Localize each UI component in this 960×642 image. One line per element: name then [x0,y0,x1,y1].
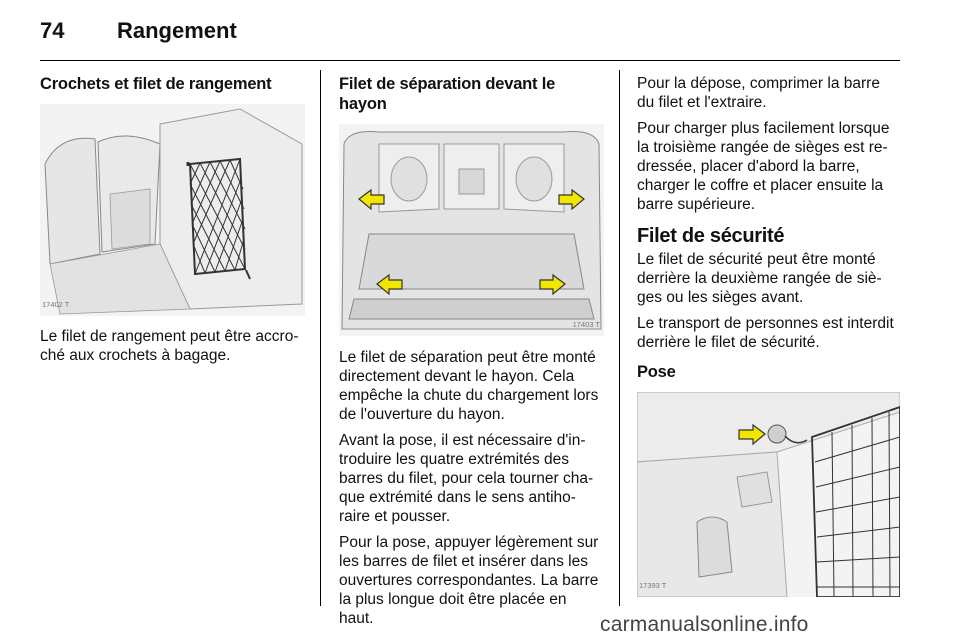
chapter-title: Rangement [117,18,237,43]
figure-code: 17402 T [42,300,70,309]
page-number: 74 [40,18,65,43]
column-2 [339,74,604,635]
column-divider-2 [619,70,620,606]
paragraph: Le transport de personnes est interdit derrière le filet de sécurité. [637,315,894,351]
separation-net-illustration [339,124,604,336]
figure-separation-net [339,124,604,336]
column-divider-1 [320,70,321,606]
paragraph: Pour la pose, appuyer légèrement sur les barres de filet et insérer dans les ouvertures correspondantes. La barre la plus longue doit être placée en haut. [339,534,599,627]
paragraph: Le filet de rangement peut être accro-ché aux crochets à bagage. [40,328,299,364]
storage-net-illustration [40,104,305,316]
figure-code: 17403 T [572,320,600,329]
column-3 [637,74,900,597]
paragraph: Pour charger plus facilement lorsque la troisième rangée de sièges est re-dressée, placer d'abord la barre, charger le coffre et placer ensuite la barre supérieure. [637,120,890,213]
section-heading-storage-net: Crochets et filet de rangement [40,75,272,93]
figure-safety-net-mount [637,392,900,597]
watermark: carmanualsonline.info [600,613,809,636]
safety-net-mount-illustration [637,392,900,597]
paragraph: Le filet de sécurité peut être monté derrière la deuxième rangée de siè-ges ou les sièges avant. [637,251,882,306]
section-heading-separation-net: Filet de séparation devant le hayon [339,75,556,113]
paragraph: Pour la dépose, comprimer la barre du filet et l'extraire. [637,75,880,111]
column-1 [40,74,305,372]
section-heading-safety-net: Filet de sécurité [637,225,785,247]
header-rule [40,60,900,61]
figure-storage-net [40,104,305,316]
paragraph: Le filet de séparation peut être monté directement devant le hayon. Cela empêche la chute du chargement lors de l'ouverture du hayon. [339,349,599,423]
figure-code: 17393 T [639,581,667,590]
subheading-pose: Pose [637,363,676,381]
paragraph: Avant la pose, il est nécessaire d'in-troduire les quatre extrémités des barres du filet, pour cela tourner cha-que extrémité dans le sens antiho-raire et pousser. [339,432,594,525]
